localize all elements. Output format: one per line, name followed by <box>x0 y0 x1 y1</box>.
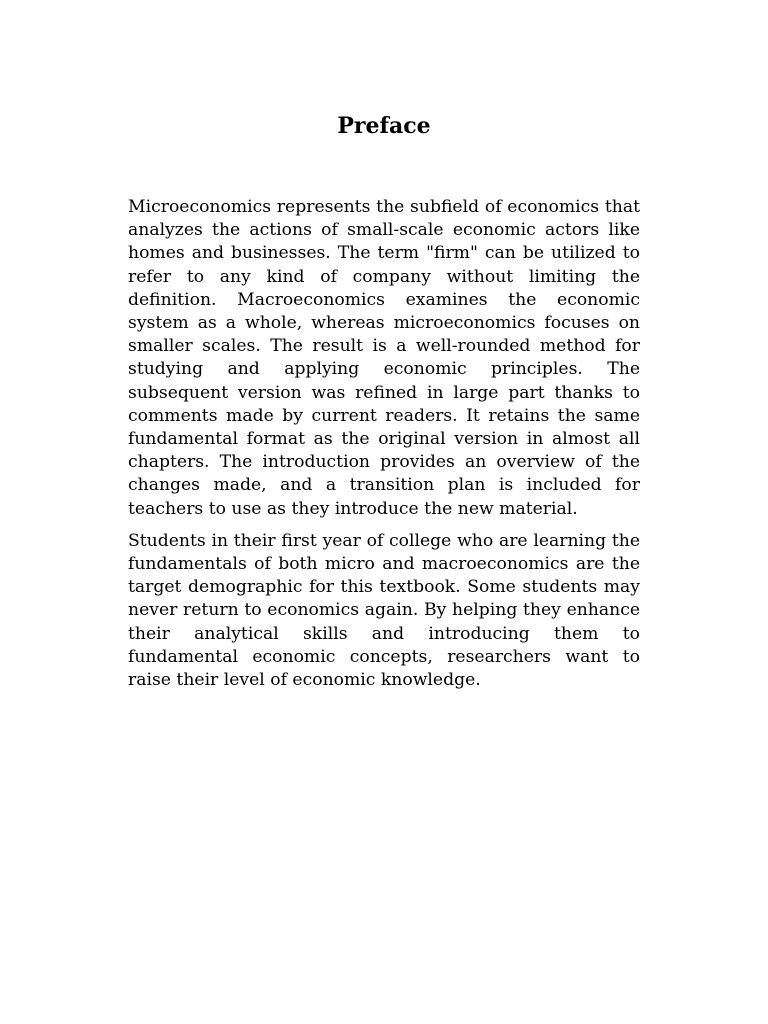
body-text <box>128 196 640 701</box>
paragraph-1: Microeconomics represents the subfield of economics that analyzes the actions of small-scale economic actors like homes and businesses. The term "firm" can be utilized to refer to any kind of company without limiting the definition. Macroeconomics examines the economic system as a whole, whereas microeconomics focuses on smaller scales. The result is a well-rounded method for studying and applying economic principles. The subsequent version was refined in large part thanks to comments made by current readers. It retains the same fundamental format as the original version in almost all chapters. The introduction provides an overview of the changes made, and a transition plan is included for teachers to use as they introduce the new material. <box>128 197 640 519</box>
page-title: Preface <box>337 113 431 139</box>
paragraph-2: Students in their first year of college who are learning the fundamentals of both micro and macroeconomics are the target demographic for this textbook. Some students may never return to economics again. By helping they enhance their analytical skills and introducing them to fundamental economic concepts, researchers want to raise their level of economic knowledge. <box>128 530 640 691</box>
